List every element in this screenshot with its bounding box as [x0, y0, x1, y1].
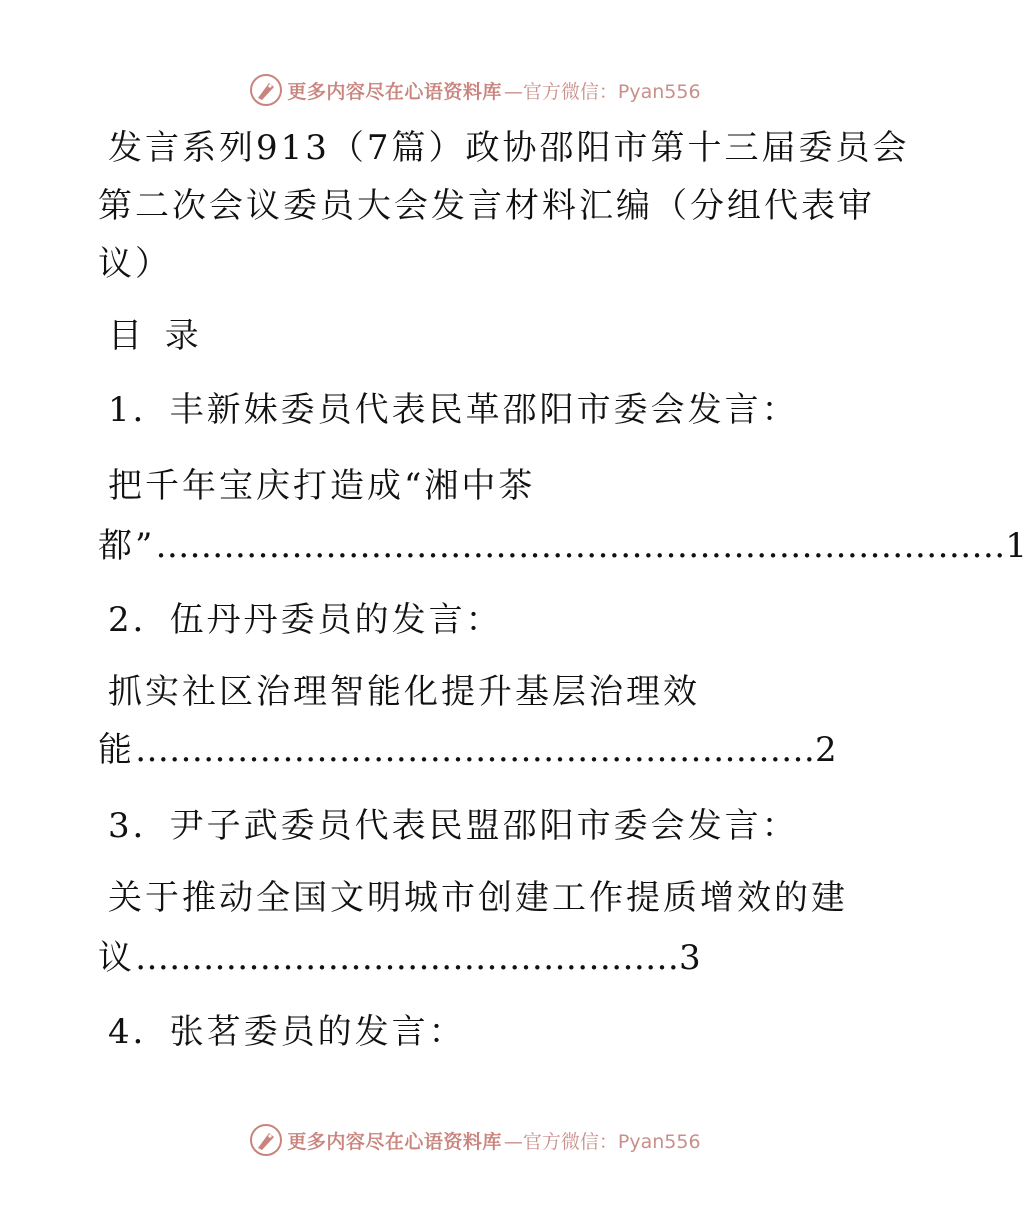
toc-entry-2-leader: …………………………………………………… — [135, 730, 815, 770]
toc-entry-3-title-cont — [98, 938, 704, 978]
toc-entry-1-title-end: 都” — [98, 526, 156, 566]
toc-entry-2-page: 2 — [815, 730, 840, 770]
watermark-contact: —官方微信：Pyan556 — [503, 80, 701, 103]
toc-entry-1-heading: 1．丰新妹委员代表民革邵阳市委会发言： — [108, 390, 799, 430]
toc-entry-1-page: 1 — [1005, 526, 1030, 566]
toc-entry-3-leader: ………………………………………… — [135, 938, 679, 978]
watermark-contact: —官方微信：Pyan556 — [503, 1130, 701, 1153]
toc-entry-4-heading: 4．张茗委员的发言： — [108, 1012, 466, 1052]
toc-heading: 目 录 — [108, 316, 205, 356]
document-title-line-3: 议） — [98, 244, 172, 284]
toc-entry-3-title: 关于推动全国文明城市创建工作提质增效的建 — [108, 878, 848, 918]
toc-entry-1-title-cont — [98, 526, 1030, 566]
toc-entry-2-title-cont — [98, 730, 840, 770]
document-title-line-1: 发言系列913（7篇）政协邵阳市第十三届委员会 — [108, 128, 910, 168]
document-title-line-2: 第二次会议委员大会发言材料汇编（分组代表审 — [98, 186, 875, 226]
toc-entry-1-title: 把千年宝庆打造成“湘中茶 — [108, 466, 536, 506]
pen-nib-logo-icon — [249, 1123, 283, 1157]
toc-entry-3-title-end: 议 — [98, 938, 135, 978]
toc-entry-2-heading: 2．伍丹丹委员的发言： — [108, 600, 503, 640]
toc-entry-2-title: 抓实社区治理智能化提升基层治理效 — [108, 672, 700, 712]
toc-entry-1-leader: ………………………………………………………………… — [155, 526, 1006, 566]
watermark-text: 更多内容尽在心语资料库 — [287, 80, 502, 103]
footer-watermark — [0, 1120, 950, 1160]
toc-entry-2-title-end: 能 — [98, 730, 135, 770]
toc-entry-3-heading: 3．尹子武委员代表民盟邵阳市委会发言： — [108, 806, 799, 846]
watermark-text: 更多内容尽在心语资料库 — [287, 1130, 502, 1153]
toc-entry-3-page: 3 — [679, 938, 704, 978]
